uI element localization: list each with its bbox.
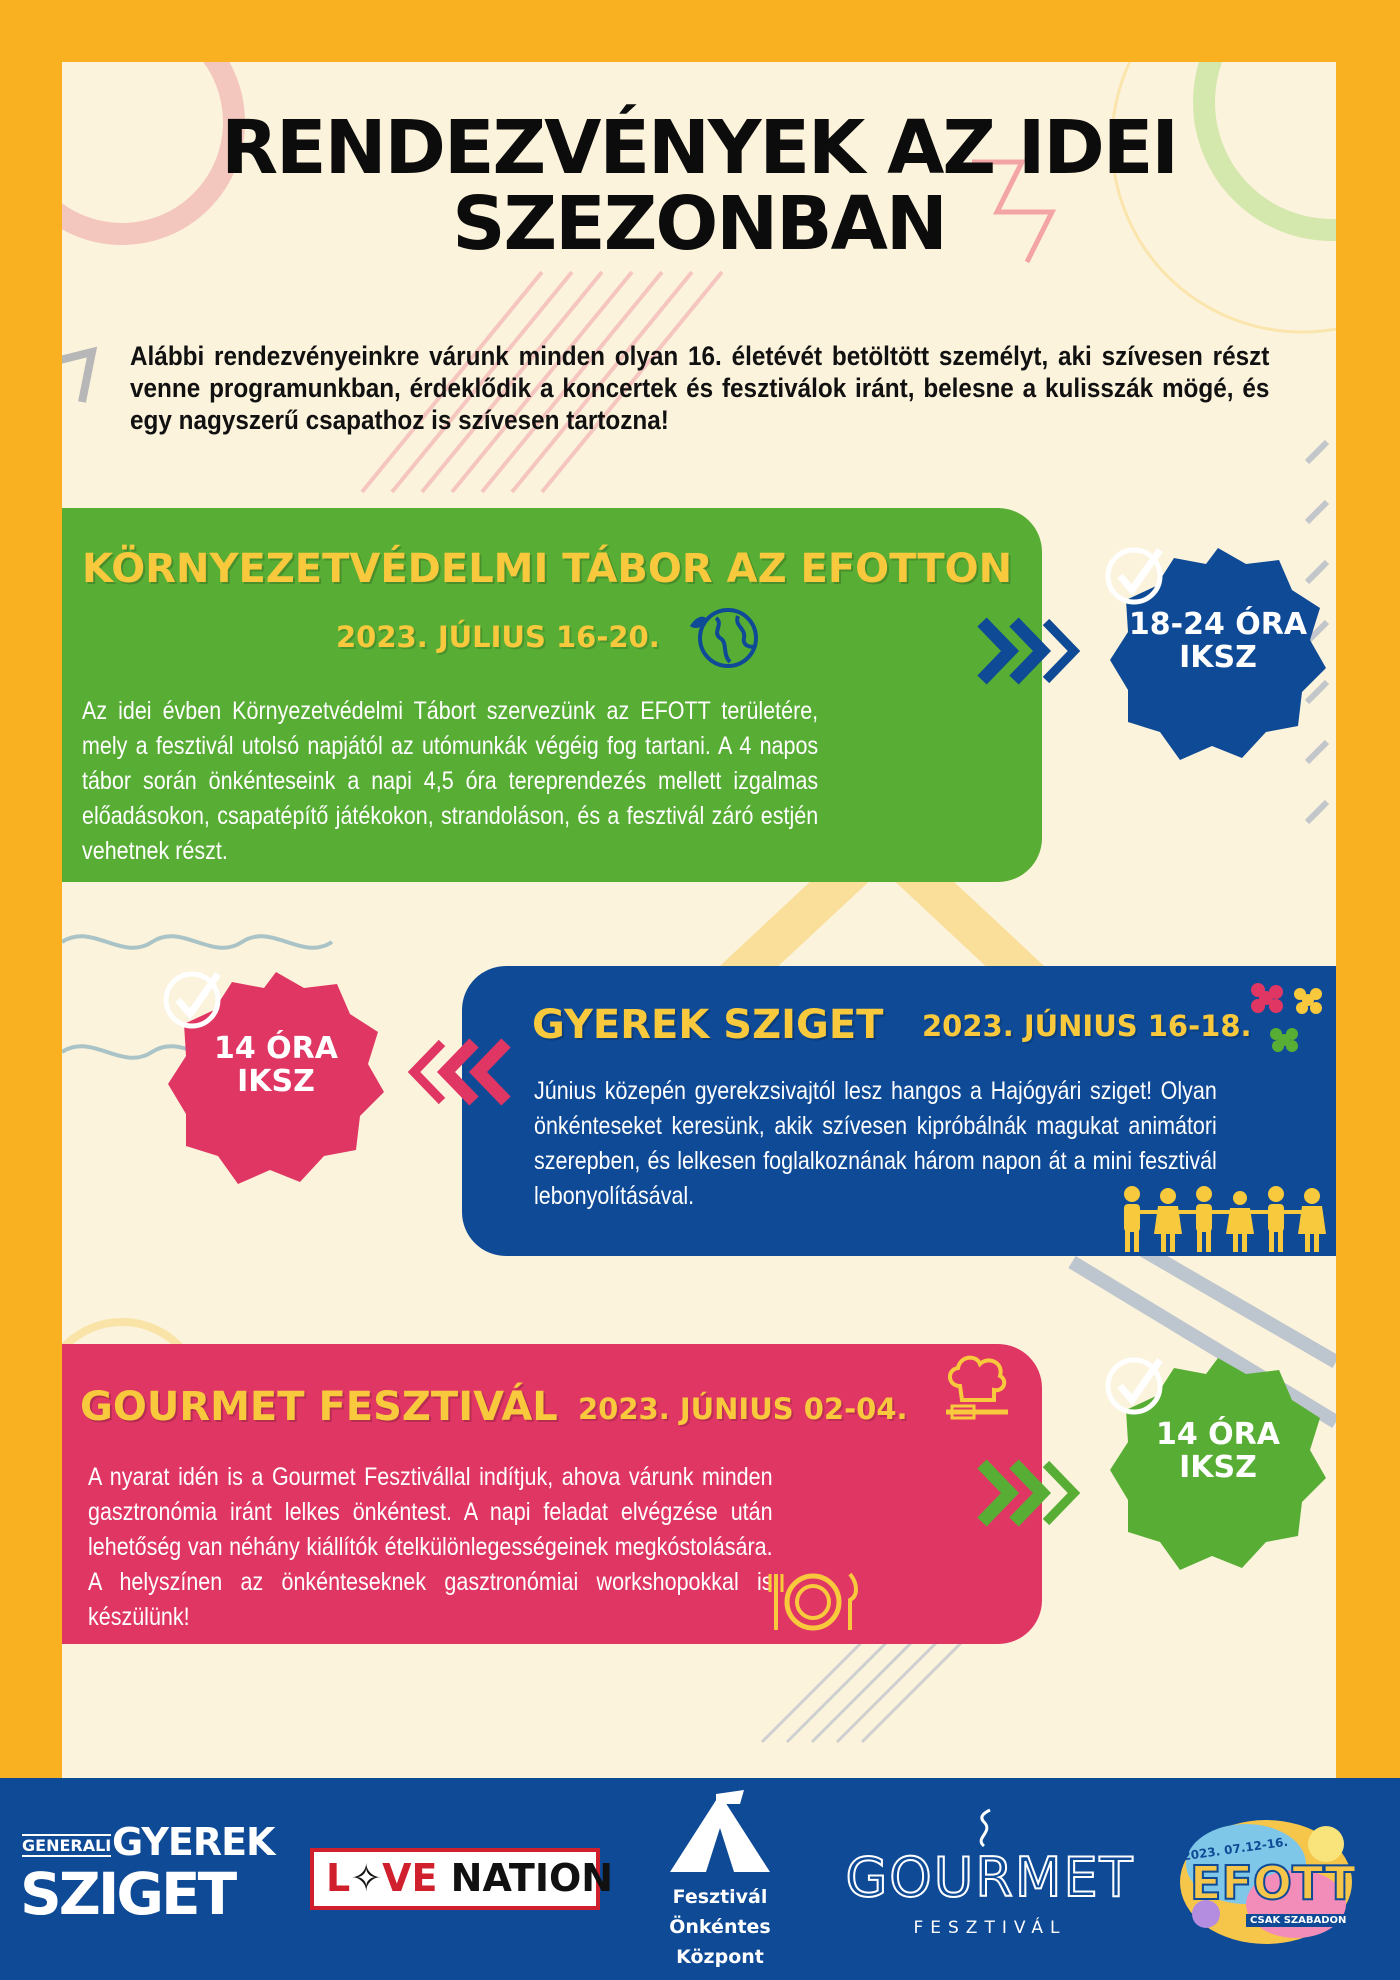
chevron-right-icon <box>974 616 1084 686</box>
check-icon <box>162 966 226 1030</box>
check-icon <box>1104 542 1168 606</box>
iksz-badge <box>162 966 390 1194</box>
globe-icon <box>686 606 766 670</box>
chevron-right-icon <box>974 1458 1084 1528</box>
children-icon <box>1118 1184 1328 1254</box>
badge-label: IKSZ <box>237 1064 315 1099</box>
fesztival-onkentes-kozpont-logo: Fesztivál Önkéntes Központ <box>660 1788 780 1978</box>
event-title: KÖRNYEZETVÉDELMI TÁBOR AZ EFOTTON <box>82 546 1013 592</box>
title-line-2: SZEZONBAN <box>452 181 946 267</box>
live-nation-logo: L✧VE NATION <box>310 1848 600 1910</box>
badge-hours: 14 ÓRA <box>1155 1417 1280 1452</box>
efott-logo: 2023. 07.12-16. EFOTT CSAK SZABADON <box>1176 1804 1356 1954</box>
iksz-badge <box>1104 1352 1332 1580</box>
poster-paper <box>62 62 1336 1778</box>
event-description: Június közepén gyerekzsivajtól lesz hangos a Hajógyári sziget! Olyan önkénteseket keresünk, akik szívesen kipróbálnák magukat animátori szerepben, és lelkesen foglalkoznának három napon át a mini fesztivál lebonyolításával. <box>534 1077 1217 1210</box>
badge-hours: 18-24 ÓRA <box>1128 607 1308 642</box>
badge-hours: 14 ÓRA <box>213 1031 338 1066</box>
tent-icon <box>660 1788 780 1878</box>
badge-label: IKSZ <box>1179 1450 1257 1485</box>
intro-text: Alábbi rendezvényeinkre várunk minden olyan 16. életévét betöltött személyt, aki szívesen részt venne programunkban, érdeklődik a koncertek és fesztiválok iránt, belesne a kulisszák mögé, és egy nagyszerű csapathoz is szívesen tartozna! <box>130 341 1270 435</box>
sponsor-footer <box>0 1778 1400 1980</box>
event-description: Az idei évben Környezetvédelmi Tábort szervezünk az EFOTT területére, mely a fesztivál utolsó napjától az utómunkák végéig fog tartani. A 4 napos tábor során önkénteseink a napi 4,5 óra tereprendezés mellett izgalmas előadásokon, csapatépítő játékokon, strandoláson, és a fesztivál záró estjén vehetnek részt. <box>82 697 819 865</box>
steam-icon <box>964 1808 1004 1848</box>
plate-cutlery-icon <box>768 1570 858 1634</box>
badge-label: IKSZ <box>1179 640 1257 675</box>
title-line-1: RENDEZVÉNYEK AZ IDEI <box>221 105 1177 191</box>
gourmet-fesztival-logo: GOURMET FESZTIVÁL <box>840 1808 1140 1958</box>
event-title: GOURMET FESZTIVÁL <box>80 1384 558 1430</box>
flowers-icon <box>1248 982 1334 1058</box>
event-description: A nyarat idén is a Gourmet Fesztivállal indítjuk, ahova várunk minden gasztronómia iránt lelkes önkéntest. A napi feladat elvégzése után lehetőség van néhány kiállítók ételkülönlegességeinek megkóstolására. A helyszínen az önkénteseknek gasztronómiai workshopokkal is készülünk! <box>88 1463 773 1631</box>
event-title: GYEREK SZIGET <box>532 1002 884 1048</box>
chevron-left-icon <box>402 1037 512 1107</box>
gyerek-sziget-logo: GENERALI GYEREK SZIGET <box>20 1820 275 1928</box>
check-icon <box>1104 1352 1168 1416</box>
event-date: 2023. JÚLIUS 16-20. <box>336 620 660 654</box>
event-date: 2023. JÚNIUS 02-04. <box>578 1392 908 1426</box>
event-date: 2023. JÚNIUS 16-18. <box>922 1009 1252 1043</box>
iksz-badge <box>1104 542 1332 770</box>
chef-hat-icon <box>942 1352 1012 1424</box>
page-title <box>62 105 1336 267</box>
